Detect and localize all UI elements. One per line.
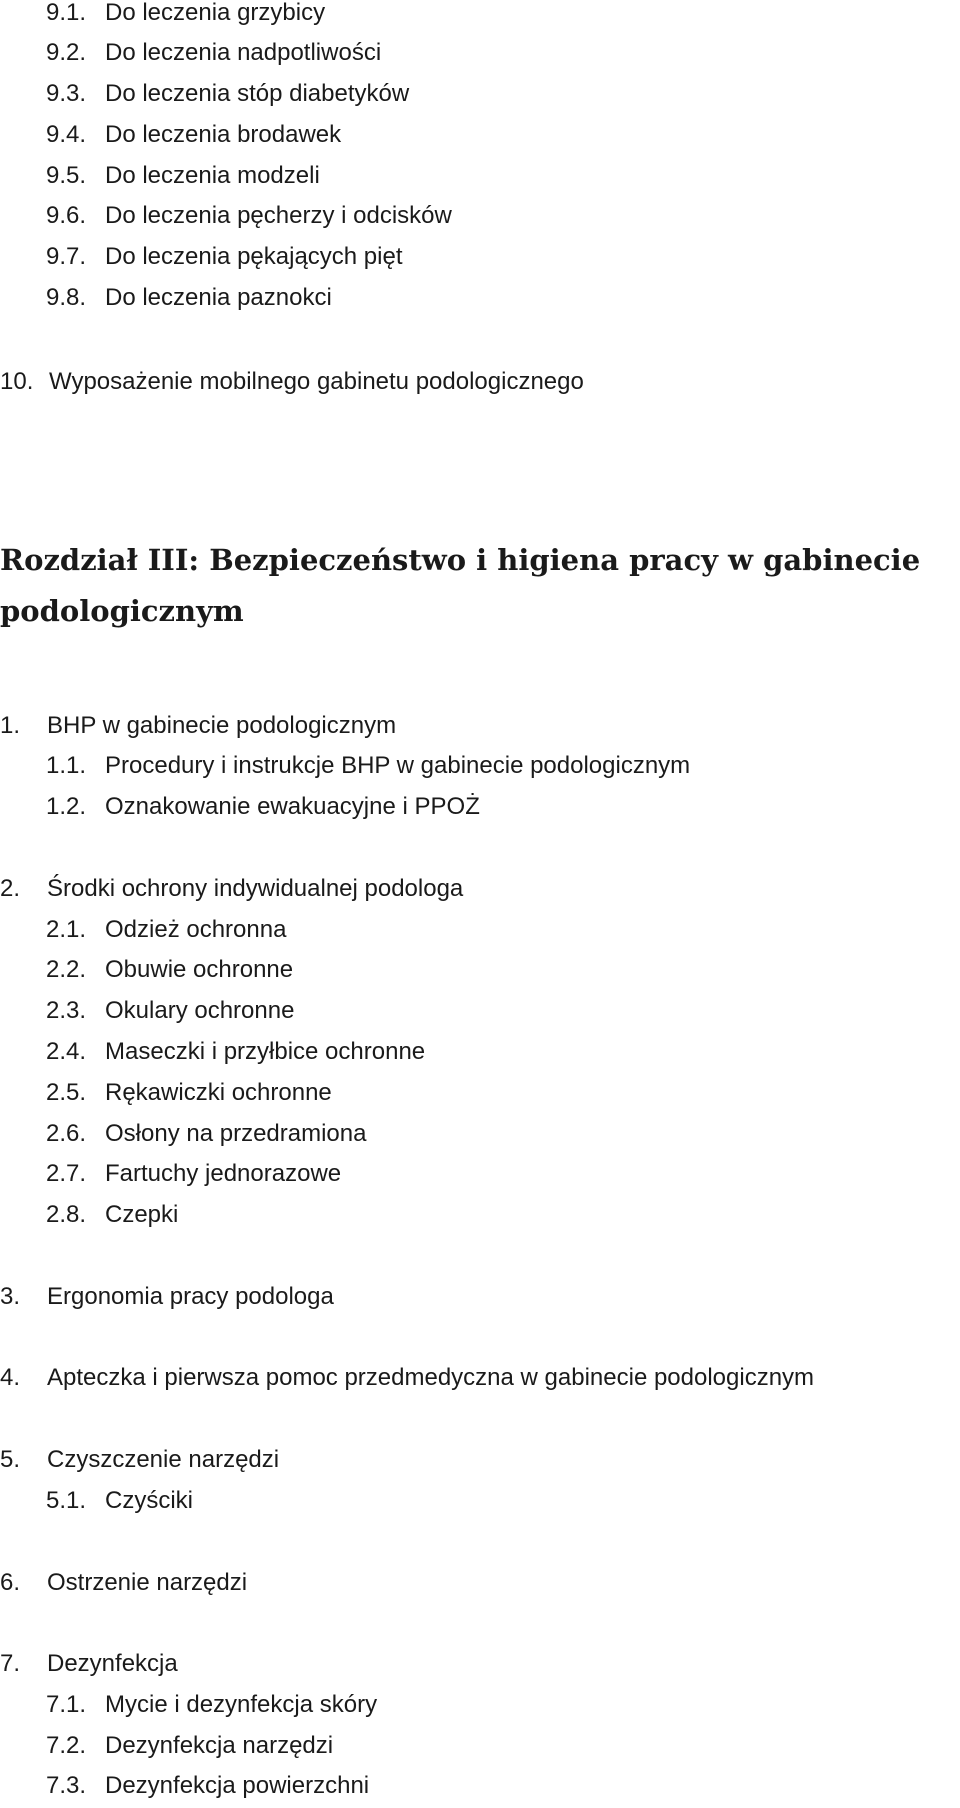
item-number: 6.: [0, 1569, 21, 1596]
item-number: 7.2.: [46, 1732, 87, 1759]
item-number: 9.3.: [46, 80, 87, 107]
item-text: Procedury i instrukcje BHP w gabinecie podologicznym: [105, 752, 691, 779]
item-text: Mycie i dezynfekcja skóry: [105, 1691, 378, 1718]
item-text: Dezynfekcja narzędzi: [105, 1732, 334, 1759]
item-number: 7.: [0, 1650, 21, 1677]
item-text: Do leczenia modzeli: [105, 162, 320, 189]
item-number: 2.8.: [46, 1201, 87, 1228]
item-text: Do leczenia nadpotliwości: [105, 39, 382, 66]
item-number: 9.2.: [46, 39, 87, 66]
item-number: 2.4.: [46, 1038, 87, 1065]
item-text: Ergonomia pracy podologa: [47, 1283, 334, 1310]
item-number: 2.5.: [46, 1079, 87, 1106]
item-text: Apteczka i pierwsza pomoc przedmedyczna w gabinecie podologicznym: [47, 1364, 815, 1391]
item-text: Odzież ochronna: [105, 916, 287, 943]
item-text: Maseczki i przyłbice ochronne: [105, 1038, 426, 1065]
item-number: 7.3.: [46, 1772, 87, 1799]
item-text: Obuwie ochronne: [105, 956, 294, 983]
item-text: Wyposażenie mobilnego gabinetu podologicznego: [49, 368, 584, 395]
item-number: 2.1.: [46, 916, 87, 943]
item-number: 9.6.: [46, 202, 87, 229]
item-number: 1.1.: [46, 752, 87, 779]
chapter-heading-line1: Rozdział III: Bezpieczeństwo i higiena pracy w gabinecie: [0, 543, 921, 577]
item-text: Czyszczenie narzędzi: [47, 1446, 280, 1473]
item-number: 2.6.: [46, 1120, 87, 1147]
item-number: 1.2.: [46, 793, 87, 820]
item-text: Środki ochrony indywidualnej podologa: [47, 875, 464, 902]
item-number: 2.2.: [46, 956, 87, 983]
item-text: Do leczenia grzybicy: [105, 0, 326, 26]
item-text: Rękawiczki ochronne: [105, 1079, 332, 1106]
item-text: Ostrzenie narzędzi: [47, 1569, 248, 1596]
item-text: Do leczenia pęcherzy i odcisków: [105, 202, 452, 229]
item-number: 9.4.: [46, 121, 87, 148]
item-text: Do leczenia stóp diabetyków: [105, 80, 410, 107]
item-text: Dezynfekcja powierzchni: [105, 1772, 370, 1799]
item-text: Czepki: [105, 1201, 179, 1228]
item-number: 2.3.: [46, 997, 87, 1024]
item-number: 9.1.: [46, 0, 87, 26]
item-number: 9.8.: [46, 284, 87, 311]
item-text: Do leczenia pękających pięt: [105, 243, 403, 270]
item-number: 4.: [0, 1364, 21, 1391]
item-text: Do leczenia paznokci: [105, 284, 332, 311]
item-text: BHP w gabinecie podologicznym: [47, 712, 397, 739]
item-text: Osłony na przedramiona: [105, 1120, 367, 1147]
item-number: 9.5.: [46, 162, 87, 189]
item-number: 1.: [0, 712, 21, 739]
item-text: Dezynfekcja: [47, 1650, 178, 1677]
item-text: Czyściki: [105, 1487, 193, 1514]
item-number: 2.7.: [46, 1160, 87, 1187]
item-number: 7.1.: [46, 1691, 87, 1718]
item-text: Okulary ochronne: [105, 997, 295, 1024]
item-text: Oznakowanie ewakuacyjne i PPOŻ: [105, 793, 480, 820]
item-number: 10.: [0, 368, 34, 395]
item-number: 3.: [0, 1283, 21, 1310]
item-number: 5.1.: [46, 1487, 87, 1514]
chapter-heading-line2: podologicznym: [0, 594, 244, 628]
item-number: 2.: [0, 875, 21, 902]
item-text: Fartuchy jednorazowe: [105, 1160, 342, 1187]
item-text: Do leczenia brodawek: [105, 121, 342, 148]
item-number: 9.7.: [46, 243, 87, 270]
item-number: 5.: [0, 1446, 21, 1473]
